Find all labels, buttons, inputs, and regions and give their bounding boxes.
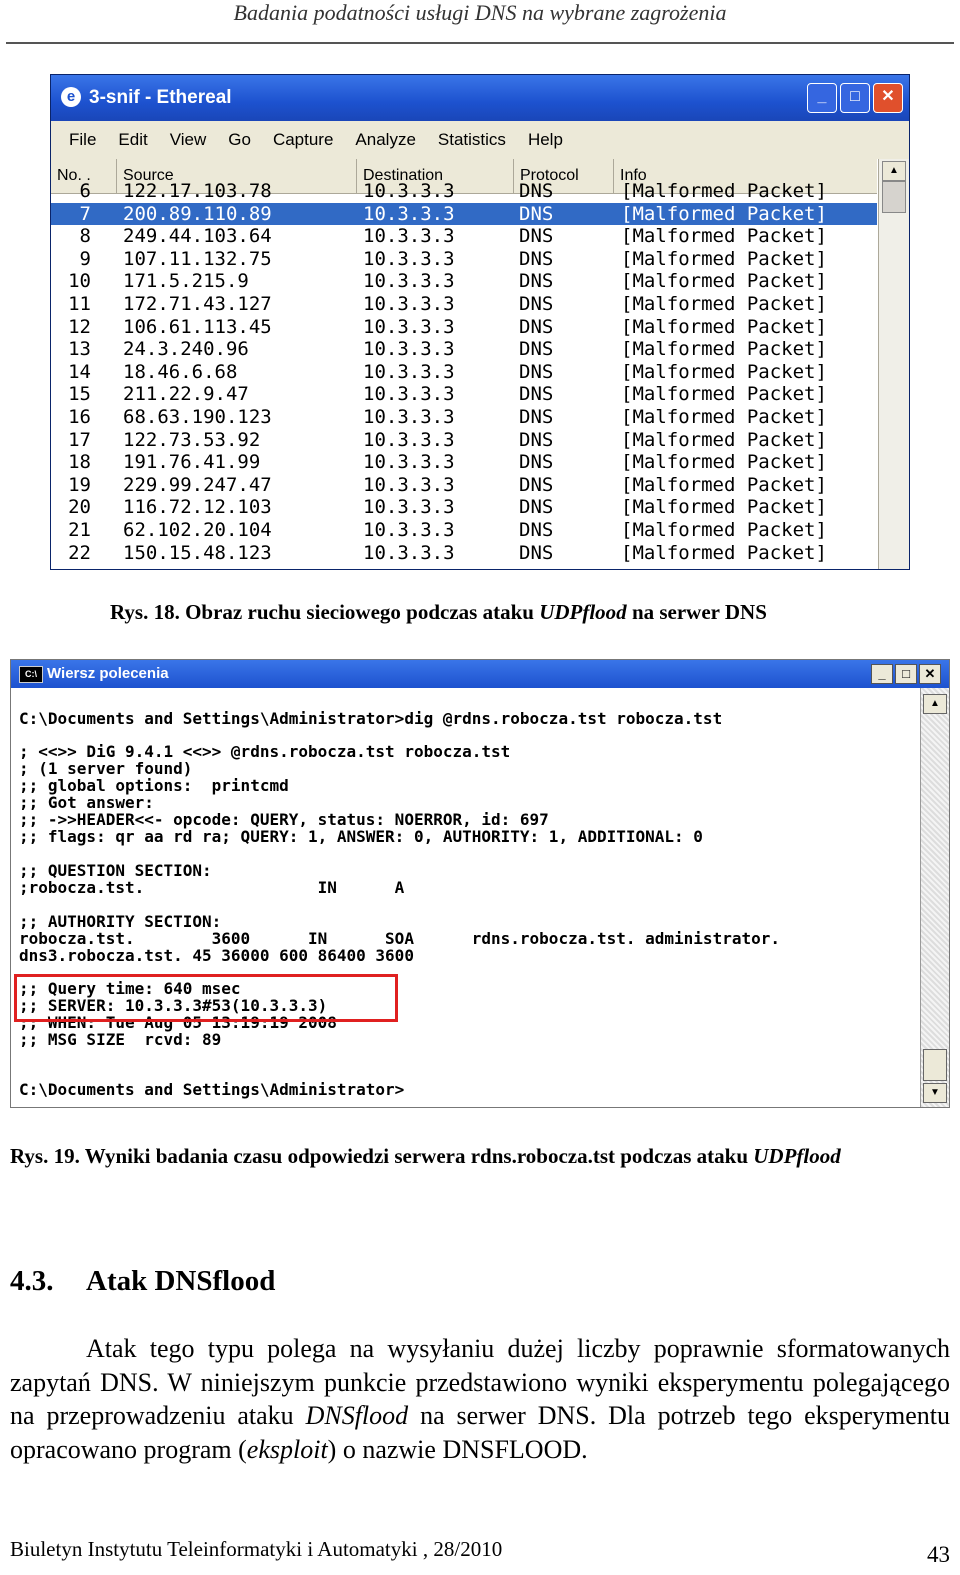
cell-destination: 10.3.3.3: [363, 496, 455, 519]
cell-source: 211.22.9.47: [123, 383, 249, 406]
table-row[interactable]: [51, 361, 877, 384]
cmd-output-line: ; <<>> DiG 9.4.1 <<>> @rdns.robocza.tst robocza.tst: [19, 742, 511, 761]
col-header-destination[interactable]: Destination: [357, 159, 514, 193]
cell-destination: 10.3.3.3: [363, 202, 455, 225]
cmd-output-line: ;; AUTHORITY SECTION:: [19, 912, 222, 931]
cell-protocol: DNS: [519, 496, 554, 519]
cell-no: 16: [68, 406, 91, 428]
cell-destination: 10.3.3.3: [363, 270, 455, 293]
cmd-output-line: ; (1 server found): [19, 759, 193, 778]
cell-info: [Malformed Packet]: [621, 519, 827, 541]
cell-source: 107.11.132.75: [123, 247, 272, 270]
cell-destination: 10.3.3.3: [363, 428, 455, 451]
cmd-close-icon[interactable]: ✕: [919, 664, 941, 684]
ethereal-titlebar[interactable]: [51, 75, 909, 121]
cell-protocol: DNS: [519, 270, 554, 293]
command-prompt-window: [10, 659, 950, 1108]
cmd-minimize-icon[interactable]: _: [871, 664, 893, 684]
para-text-1: Atak tego typu polega na wysyłaniu dużej liczby poprawnie sformatowanych zapytań DNS. W niniejszym punkcie przedstawiono wyniki eksperymentu polegającego na przeprowadzeniu ataku: [10, 1334, 950, 1430]
col-header-protocol[interactable]: Protocol: [514, 159, 614, 193]
cell-no: 12: [68, 315, 91, 338]
cell-protocol: DNS: [519, 519, 554, 541]
cell-destination: 10.3.3.3: [363, 338, 455, 361]
packet-list-scrollbar[interactable]: [878, 159, 909, 569]
cell-info: [Malformed Packet]: [621, 473, 827, 496]
col-header-no[interactable]: No. .: [51, 159, 117, 193]
cell-source: 122.17.103.78: [123, 180, 272, 202]
cell-source: 106.61.113.45: [123, 315, 272, 338]
cell-no: 8: [79, 225, 91, 248]
col-header-info[interactable]: Info: [620, 167, 647, 184]
cmd-output-line: ;; WHEN: Tue Aug 05 13:19:19 2008: [19, 1013, 337, 1032]
section-heading: [10, 1265, 275, 1298]
cell-info: [Malformed Packet]: [621, 360, 827, 383]
menu-go[interactable]: Go: [228, 130, 251, 149]
cell-source: 122.73.53.92: [123, 428, 261, 451]
cell-protocol: DNS: [519, 383, 554, 406]
cell-info: [Malformed Packet]: [621, 315, 827, 338]
cmd-output-line: ;; SERVER: 10.3.3.3#53(10.3.3.3): [19, 996, 328, 1015]
cmd-output-line: ;; QUESTION SECTION:: [19, 861, 212, 880]
table-row[interactable]: [51, 496, 877, 519]
cell-info: [Malformed Packet]: [621, 270, 827, 293]
scroll-thumb[interactable]: [882, 181, 906, 213]
ethereal-title: 3-snif - Ethereal: [89, 87, 232, 108]
cmd-output-line: C:\Documents and Settings\Administrator>dig @rdns.robocza.tst robocza.tst: [19, 709, 723, 728]
cell-no: 11: [68, 293, 91, 315]
figure-18-caption: [110, 600, 767, 625]
scroll-up-icon[interactable]: ▲: [882, 161, 906, 181]
ethereal-menubar: [51, 121, 909, 159]
cell-info: [Malformed Packet]: [621, 293, 827, 315]
cell-protocol: DNS: [519, 338, 554, 361]
para-text-2: na serwer DNS. Dla potrzeb tego eksperymentu opracowano program (: [10, 1401, 950, 1464]
cell-destination: 10.3.3.3: [363, 247, 455, 270]
minimize-icon[interactable]: _: [807, 83, 837, 113]
page-number: 43: [927, 1542, 950, 1567]
cell-no: 22: [68, 541, 91, 564]
cell-info: [Malformed Packet]: [621, 406, 827, 428]
cell-source: 229.99.247.47: [123, 473, 272, 496]
table-row[interactable]: [51, 248, 877, 271]
section-number: 4.3.: [10, 1265, 54, 1297]
cell-source: 18.46.6.68: [123, 360, 238, 383]
cmd-maximize-icon[interactable]: □: [895, 664, 917, 684]
cell-no: 9: [79, 247, 91, 270]
cmd-titlebar[interactable]: [11, 660, 949, 688]
cmd-output-line: ;; flags: qr aa rd ra; QUERY: 1, ANSWER: 0, AUTHORITY: 1, ADDITIONAL: 0: [19, 827, 703, 846]
cell-destination: 10.3.3.3: [363, 406, 455, 428]
cell-protocol: DNS: [519, 315, 554, 338]
para-italic-2: eksploit: [246, 1434, 328, 1464]
cell-destination: 10.3.3.3: [363, 293, 455, 315]
table-row[interactable]: [51, 203, 877, 226]
cell-no: 7: [79, 202, 91, 225]
menu-help[interactable]: Help: [527, 130, 563, 149]
cmd-scroll-down-icon[interactable]: ▼: [923, 1083, 947, 1103]
menu-statistics[interactable]: Statistics: [437, 130, 506, 149]
menu-file[interactable]: File: [69, 130, 97, 149]
cell-source: 150.15.48.123: [123, 541, 272, 564]
cell-no: 19: [68, 473, 91, 496]
cell-no: 20: [68, 496, 91, 519]
cell-source: 249.44.103.64: [123, 225, 272, 248]
table-row[interactable]: [51, 180, 877, 203]
cmd-output-line: ;robocza.tst. IN A: [19, 878, 405, 897]
cmd-output-line: dns3.robocza.tst. 45 36000 600 86400 3600: [19, 946, 414, 965]
cell-info: [Malformed Packet]: [621, 202, 827, 225]
cmd-title: Wiersz polecenia: [47, 665, 169, 682]
figure-19-caption: [10, 1144, 841, 1169]
table-row[interactable]: [51, 542, 877, 565]
caption19-text: Rys. 19. Wyniki badania czasu odpowiedzi serwera rdns.robocza.tst podczas ataku: [10, 1144, 754, 1168]
cell-source: 171.5.215.9: [123, 270, 249, 293]
cell-protocol: DNS: [519, 180, 554, 202]
running-header: Badania podatności usługi DNS na wybrane zagrożenia: [233, 0, 727, 25]
cell-no: 13: [68, 338, 91, 361]
section-title: Atak DNSflood: [86, 1265, 276, 1297]
col-header-source[interactable]: Source: [117, 159, 357, 193]
cell-destination: 10.3.3.3: [363, 360, 455, 383]
cell-destination: 10.3.3.3: [363, 315, 455, 338]
cell-protocol: DNS: [519, 202, 554, 225]
cell-info: [Malformed Packet]: [621, 428, 827, 451]
cell-no: 15: [68, 383, 91, 406]
caption19-italic: UDPflood: [753, 1144, 841, 1168]
cell-source: 116.72.12.103: [123, 496, 272, 519]
table-row[interactable]: [51, 270, 877, 293]
table-row[interactable]: [51, 519, 877, 542]
cell-info: [Malformed Packet]: [621, 496, 827, 519]
cell-protocol: DNS: [519, 541, 554, 564]
cmd-output-line: ;; Got answer:: [19, 793, 154, 812]
cell-destination: 10.3.3.3: [363, 383, 455, 406]
table-row[interactable]: [51, 429, 877, 452]
cell-no: 18: [68, 451, 91, 474]
cmd-output-line: robocza.tst. 3600 IN SOA rdns.robocza.tst. administrator.: [19, 929, 780, 948]
table-row[interactable]: [51, 338, 877, 361]
cell-destination: 10.3.3.3: [363, 180, 455, 202]
menu-view[interactable]: View: [169, 130, 207, 149]
cell-info: [Malformed Packet]: [621, 338, 827, 361]
cell-protocol: DNS: [519, 428, 554, 451]
header-rule: [6, 42, 954, 44]
cell-source: 24.3.240.96: [123, 338, 249, 361]
cell-info: [Malformed Packet]: [621, 247, 827, 270]
cell-no: 17: [68, 428, 91, 451]
menu-edit[interactable]: Edit: [118, 130, 148, 149]
cell-protocol: DNS: [519, 293, 554, 315]
cell-source: 172.71.43.127: [123, 293, 272, 315]
cmd-output-line: ;; Query time: 640 msec: [19, 979, 241, 998]
cell-protocol: DNS: [519, 451, 554, 474]
cell-source: 62.102.20.104: [123, 519, 272, 541]
table-row[interactable]: [51, 293, 877, 316]
cell-destination: 10.3.3.3: [363, 225, 455, 248]
cell-no: 10: [68, 270, 91, 293]
ethereal-app-icon: e: [61, 87, 81, 107]
cell-protocol: DNS: [519, 225, 554, 248]
cell-info: [Malformed Packet]: [621, 180, 827, 202]
cell-protocol: DNS: [519, 473, 554, 496]
cell-info: [Malformed Packet]: [621, 383, 827, 406]
close-icon[interactable]: ✕: [873, 83, 903, 113]
cell-destination: 10.3.3.3: [363, 519, 455, 541]
cell-no: 21: [68, 519, 91, 541]
cell-info: [Malformed Packet]: [621, 451, 827, 474]
ethereal-window: [50, 74, 910, 570]
para-text-3: ) o nazwie DNSFLOOD.: [327, 1434, 588, 1464]
highlight-box: [14, 974, 398, 1022]
table-row[interactable]: [51, 316, 877, 339]
cell-no: 6: [79, 180, 91, 202]
cmd-output-line: ;; global options: printcmd: [19, 776, 289, 795]
table-row[interactable]: [51, 383, 877, 406]
caption18-suffix: na serwer DNS: [626, 600, 767, 624]
cell-source: 200.89.110.89: [123, 202, 272, 225]
cmd-app-icon: C:\: [19, 666, 43, 683]
cell-destination: 10.3.3.3: [363, 541, 455, 564]
cell-info: [Malformed Packet]: [621, 541, 827, 564]
menu-analyze[interactable]: Analyze: [355, 130, 416, 149]
cell-source: 68.63.190.123: [123, 406, 272, 428]
table-row[interactable]: [51, 225, 877, 248]
cmd-scroll-thumb[interactable]: [923, 1049, 947, 1081]
cmd-output-line: C:\Documents and Settings\Administrator>: [19, 1080, 405, 1099]
caption18-text: Rys. 18. Obraz ruchu sieciowego podczas ataku: [110, 600, 540, 624]
table-row[interactable]: [51, 474, 877, 497]
cell-source: 191.76.41.99: [123, 451, 261, 474]
cmd-output-line: ;; ->>HEADER<<- opcode: QUERY, status: NOERROR, id: 697: [19, 810, 549, 829]
cmd-scroll-up-icon[interactable]: ▲: [923, 694, 947, 714]
menu-capture[interactable]: Capture: [272, 130, 334, 149]
caption18-italic: UDPflood: [539, 600, 627, 624]
table-row[interactable]: [51, 451, 877, 474]
cell-destination: 10.3.3.3: [363, 473, 455, 496]
cell-protocol: DNS: [519, 247, 554, 270]
cell-info: [Malformed Packet]: [621, 225, 827, 248]
cmd-scrollbar[interactable]: [920, 688, 949, 1107]
cell-no: 14: [68, 360, 91, 383]
cell-protocol: DNS: [519, 360, 554, 383]
cmd-output: [11, 688, 919, 1107]
body-paragraph: [10, 1332, 950, 1466]
cell-protocol: DNS: [519, 406, 554, 428]
maximize-icon[interactable]: □: [840, 83, 870, 113]
packet-list: [51, 180, 877, 569]
para-italic-1: DNSflood: [305, 1401, 409, 1430]
footer-journal: Biuletyn Instytutu Teleinformatyki i Automatyki , 28/2010: [10, 1537, 503, 1561]
table-row[interactable]: [51, 406, 877, 429]
cmd-output-line: ;; MSG SIZE rcvd: 89: [19, 1030, 222, 1049]
cell-destination: 10.3.3.3: [363, 451, 455, 474]
